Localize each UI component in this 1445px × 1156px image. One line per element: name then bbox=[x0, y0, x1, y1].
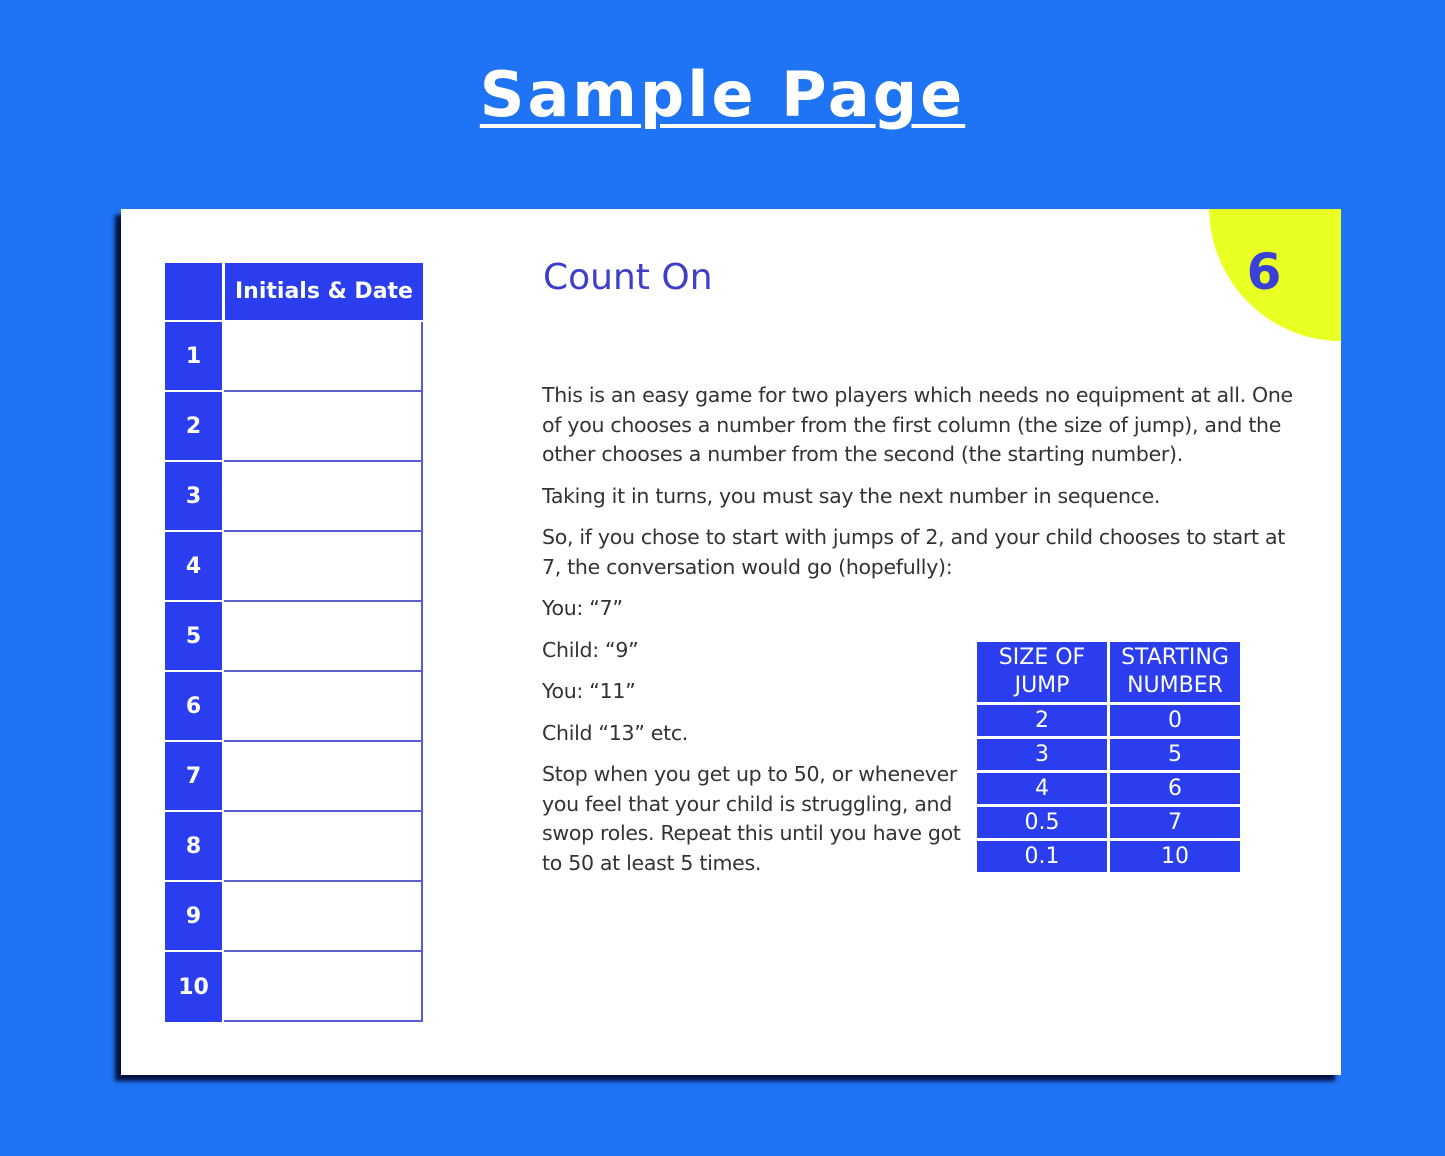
dialogue-line: You: “11” bbox=[542, 679, 636, 703]
record-row-number: 10 bbox=[165, 952, 222, 1022]
record-table bbox=[165, 263, 423, 1022]
record-row-number: 7 bbox=[165, 742, 222, 812]
table-row bbox=[977, 773, 1240, 804]
jump-size: 0.1 bbox=[977, 841, 1107, 872]
record-row-number: 3 bbox=[165, 462, 222, 532]
jump-table-header bbox=[977, 642, 1240, 702]
dialogue-line: Child: “9” bbox=[542, 637, 639, 662]
record-entry-cell[interactable] bbox=[224, 322, 423, 392]
record-table-header bbox=[165, 263, 423, 322]
record-row bbox=[165, 882, 423, 952]
record-row-number: 9 bbox=[165, 882, 222, 952]
starting-number: 7 bbox=[1110, 807, 1240, 838]
record-entry-cell[interactable] bbox=[224, 812, 423, 882]
record-header-blank bbox=[165, 263, 222, 322]
header-starting-number: STARTING NUMBER bbox=[1110, 642, 1240, 702]
record-header-label: Initials & Date bbox=[225, 263, 423, 322]
page-heading: Count On bbox=[543, 257, 713, 298]
table-row bbox=[977, 705, 1240, 736]
record-entry-cell[interactable] bbox=[224, 742, 423, 812]
sample-page bbox=[121, 209, 1341, 1075]
jump-size: 0.5 bbox=[977, 807, 1107, 838]
record-row bbox=[165, 812, 423, 882]
record-entry-cell[interactable] bbox=[224, 672, 423, 742]
record-entry-cell[interactable] bbox=[224, 952, 423, 1022]
record-row-number: 2 bbox=[165, 392, 222, 462]
starting-number: 10 bbox=[1110, 841, 1240, 872]
record-row-number: 6 bbox=[165, 672, 222, 742]
record-row bbox=[165, 322, 423, 392]
record-row-number: 8 bbox=[165, 812, 222, 882]
starting-number: 0 bbox=[1110, 705, 1240, 736]
record-row bbox=[165, 462, 423, 532]
record-row bbox=[165, 392, 423, 462]
jump-size: 4 bbox=[977, 773, 1107, 804]
header-size-of-jump: SIZE OF JUMP bbox=[977, 642, 1107, 702]
banner-title: Sample Page bbox=[479, 58, 966, 131]
record-row bbox=[165, 672, 423, 742]
starting-number: 6 bbox=[1110, 773, 1240, 804]
paragraph: Taking it in turns, you must say the next number in sequence. bbox=[542, 483, 1161, 508]
jump-table bbox=[974, 639, 1243, 875]
dialogue-line: You: “7” bbox=[542, 596, 623, 620]
record-entry-cell[interactable] bbox=[224, 462, 423, 532]
jump-size: 2 bbox=[977, 705, 1107, 736]
record-row bbox=[165, 532, 423, 602]
table-row bbox=[977, 739, 1240, 770]
page-number: 6 bbox=[1246, 243, 1282, 301]
table-row bbox=[977, 841, 1240, 872]
paragraph: So, if you chose to start with jumps of 2, and your child chooses to start at 7, the conversation would go (hopefully): bbox=[542, 525, 1285, 579]
record-entry-cell[interactable] bbox=[224, 602, 423, 672]
record-entry-cell[interactable] bbox=[224, 392, 423, 462]
record-entry-cell[interactable] bbox=[224, 532, 423, 602]
record-row-number: 4 bbox=[165, 532, 222, 602]
record-entry-cell[interactable] bbox=[224, 882, 423, 952]
record-row bbox=[165, 952, 423, 1022]
jump-size: 3 bbox=[977, 739, 1107, 770]
dialogue-line: Child “13” etc. bbox=[542, 720, 689, 745]
table-row bbox=[977, 807, 1240, 838]
record-row-number: 1 bbox=[165, 322, 222, 392]
banner bbox=[0, 58, 1445, 131]
record-row bbox=[165, 742, 423, 812]
record-row bbox=[165, 602, 423, 672]
record-row-number: 5 bbox=[165, 602, 222, 672]
starting-number: 5 bbox=[1110, 739, 1240, 770]
paragraph: Stop when you get up to 50, or whenever you feel that your child is struggling, and swop roles. Repeat this until you have got to 50 at least 5 times. bbox=[542, 762, 961, 875]
paragraph: This is an easy game for two players which needs no equipment at all. One of you chooses a number from the first column (the size of jump), and the other chooses a number from the second (the starting number). bbox=[542, 383, 1293, 466]
